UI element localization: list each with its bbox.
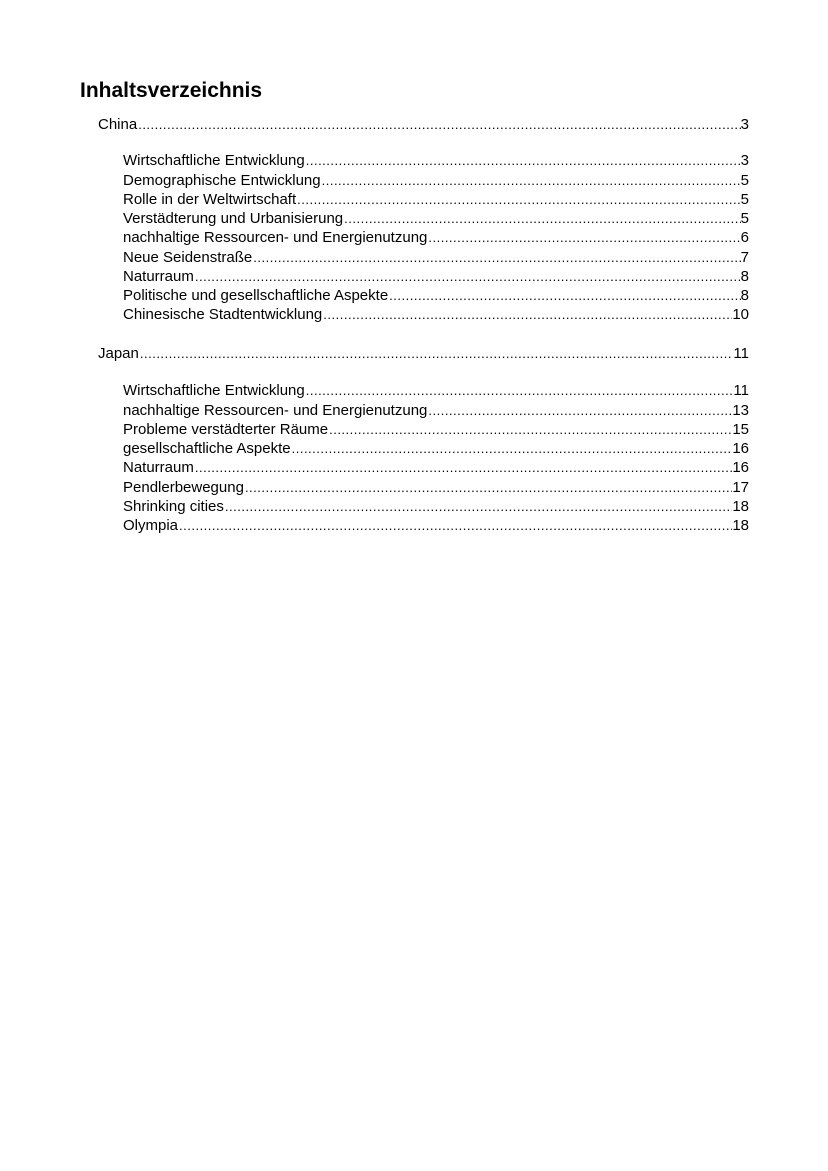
toc-entry[interactable]: [123, 381, 749, 400]
dot-leader: [389, 286, 740, 305]
toc-page-number: 18: [732, 498, 749, 515]
toc-entry-label: Japan: [98, 345, 139, 362]
toc-entry[interactable]: [123, 420, 749, 439]
toc-section-china[interactable]: [98, 115, 749, 134]
toc-entry-label: Pendlerbewegung: [123, 479, 244, 496]
toc-entry-label: Wirtschaftliche Entwicklung: [123, 382, 305, 399]
toc-page-number: 15: [732, 421, 749, 438]
toc-entry-label: Wirtschaftliche Entwicklung: [123, 152, 305, 169]
toc-entry-label: Demographische Entwicklung: [123, 172, 321, 189]
toc-entry[interactable]: [123, 305, 749, 324]
toc-page-number: 7: [740, 249, 749, 266]
dot-leader: [138, 115, 740, 134]
toc-entry[interactable]: [123, 151, 749, 170]
toc-entry[interactable]: [123, 190, 749, 209]
dot-leader: [323, 305, 732, 324]
dot-leader: [306, 381, 734, 400]
toc-page-number: 16: [732, 459, 749, 476]
toc-page-number: 10: [732, 306, 749, 323]
toc-page-number: 6: [740, 229, 749, 246]
dot-leader: [428, 401, 732, 420]
dot-leader: [306, 151, 741, 170]
toc-entry[interactable]: [123, 458, 749, 477]
toc-page-number: 16: [732, 440, 749, 457]
toc-page-number: 5: [740, 191, 749, 208]
toc-page-number: 5: [740, 172, 749, 189]
dot-leader: [140, 344, 734, 363]
dot-leader: [428, 228, 740, 247]
toc-entry[interactable]: [123, 171, 749, 190]
dot-leader: [322, 171, 741, 190]
toc-page-number: 3: [740, 116, 749, 133]
dot-leader: [195, 458, 732, 477]
toc-page-number: 17: [732, 479, 749, 496]
toc-entry-label: Shrinking cities: [123, 498, 224, 515]
dot-leader: [297, 190, 741, 209]
toc-entry-label: Naturraum: [123, 268, 194, 285]
toc-entry-label: Verstädterung und Urbanisierung: [123, 210, 344, 227]
toc-page-number: 18: [732, 517, 749, 534]
toc-entry[interactable]: [123, 286, 749, 305]
toc-entry-label: Neue Seidenstraße: [123, 249, 253, 266]
toc-entry-label: nachhaltige Ressourcen- und Energienutzung: [123, 402, 428, 419]
dot-leader: [179, 516, 732, 535]
dot-leader: [253, 248, 740, 267]
toc-entry[interactable]: [123, 209, 749, 228]
toc-entry[interactable]: [123, 248, 749, 267]
toc-entry-label: Politische und gesellschaftliche Aspekte: [123, 287, 389, 304]
dot-leader: [344, 209, 741, 228]
dot-leader: [292, 439, 733, 458]
dot-leader: [245, 478, 732, 497]
toc-entry-label: China: [98, 116, 138, 133]
toc-entry-label: gesellschaftliche Aspekte: [123, 440, 291, 457]
toc-page-number: 13: [732, 402, 749, 419]
dot-leader: [329, 420, 732, 439]
toc-entry-label: Olympia: [123, 517, 179, 534]
toc-entry-label: Chinesische Stadtentwicklung: [123, 306, 323, 323]
toc-entry[interactable]: [123, 478, 749, 497]
toc-page-number: 5: [740, 210, 749, 227]
dot-leader: [195, 267, 741, 286]
toc-entry[interactable]: [123, 228, 749, 247]
toc-section-japan[interactable]: [98, 344, 749, 363]
toc-page-number: 3: [740, 152, 749, 169]
toc-page-number: 8: [740, 268, 749, 285]
toc-entry-label: Naturraum: [123, 459, 194, 476]
toc-entry[interactable]: [123, 497, 749, 516]
toc-page-number: 11: [733, 345, 749, 362]
toc-page-number: 8: [740, 287, 749, 304]
toc-entry[interactable]: [123, 401, 749, 420]
toc-entry[interactable]: [123, 267, 749, 286]
toc-entry-label: nachhaltige Ressourcen- und Energienutzung: [123, 229, 428, 246]
toc-entry[interactable]: [123, 516, 749, 535]
toc-entry-label: Probleme verstädterter Räume: [123, 421, 329, 438]
page-title: Inhaltsverzeichnis: [80, 79, 263, 102]
toc-entry-label: Rolle in der Weltwirtschaft: [123, 191, 297, 208]
toc-page-number: 11: [733, 382, 749, 399]
toc-entry[interactable]: [123, 439, 749, 458]
dot-leader: [225, 497, 732, 516]
